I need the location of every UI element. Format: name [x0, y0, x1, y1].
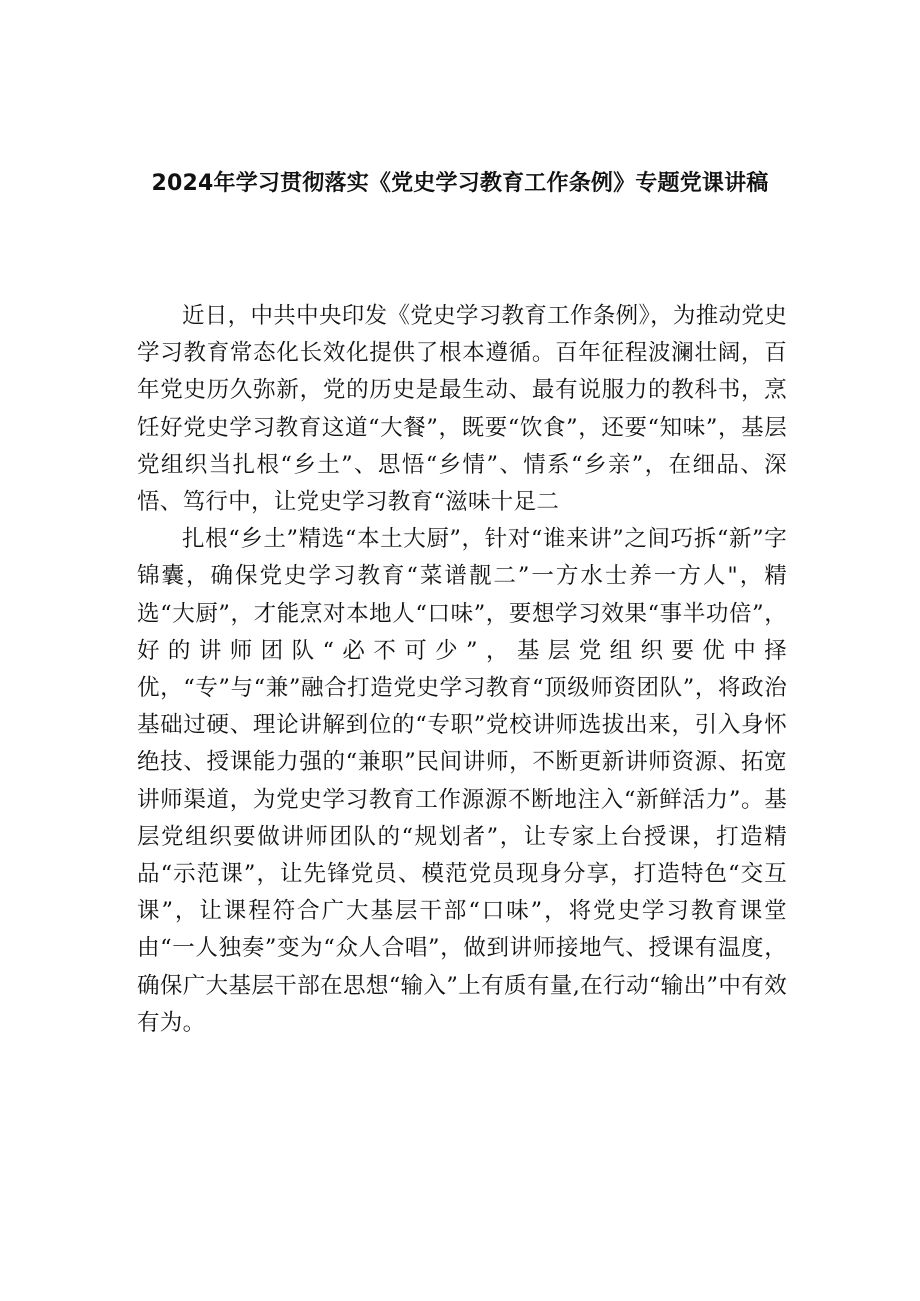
- document-title: 2024年学习贯彻落实《党史学习教育工作条例》专题党课讲稿: [151, 171, 769, 196]
- document-body: [137, 298, 787, 1042]
- paragraph-intro: 近日，中共中央印发《党史学习教育工作条例》，为推动党史学习教育常态化长效化提供了根本遵循。百年征程波澜壮阔，百年党史历久弥新，党的历史是最生动、最有说服力的教科书，烹饪好党史学习教育这道“大餐”，既要“饮食”，还要“知味”，基层党组织当扎根“乡土”、思悟“乡情”、情系“乡亲”，在细品、深悟、笃行中，让党史学习教育“滋味十足二: [137, 303, 787, 516]
- paragraph-lecturers: 扎根“乡土”精选“本土大厨”，针对“谁来讲”之间巧拆“新”字锦囊，确保党史学习教育“菜谱靓二”一方水士养一方人"，精选“大厨”，才能烹对本地人“口味”，要想学习效果“事半功倍”，好的讲师团队“必不可少”，基层党组织要优中择优，“专”与“兼”融合打造党史学习教育“顶级师资团队”，将政治基础过硬、理论讲解到位的“专职”党校讲师选拔出来，引入身怀绝技、授课能力强的“兼职”民间讲师，不断更新讲师资源、拓宽讲师渠道，为党史学习教育工作源源不断地注入“新鲜活力”。基层党组织要做讲师团队的“规划者”，让专家上台授课，打造精品“示范课”，让先锋党员、模范党员现身分享，打造特色“交互课”，让课程符合广大基层干部“口味”，将党史学习教育课堂由“一人独奏”变为“众人合唱”，做到讲师接地气、授课有温度，确保广大基层干部在思想“输入”上有质有量,在行动“输出”中有效有为。: [137, 526, 787, 1036]
